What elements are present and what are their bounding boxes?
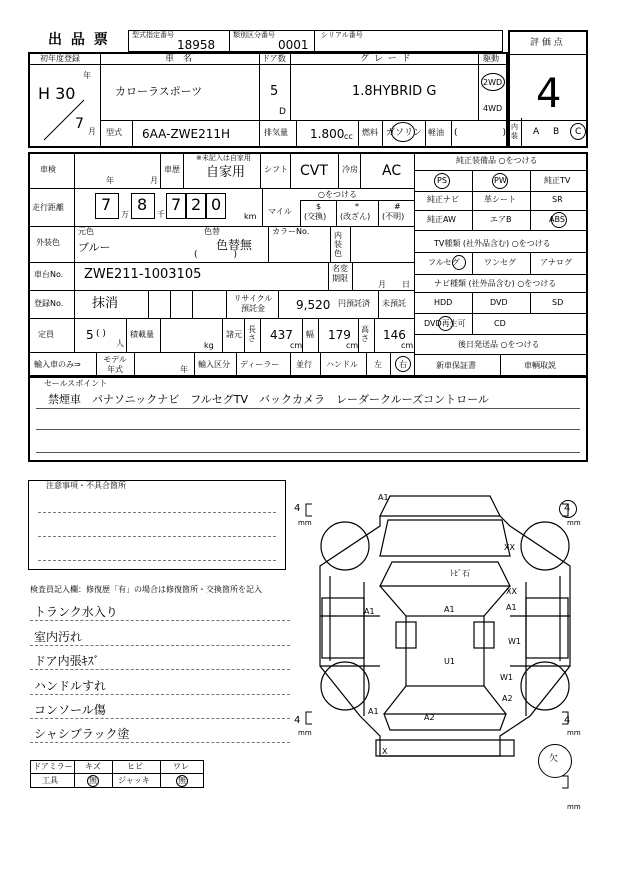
legend-jack-value: 無 xyxy=(178,776,186,785)
fuel-gasoline-circle xyxy=(391,122,415,142)
sales-point-box xyxy=(28,376,588,462)
genuine-tv: 純正TV xyxy=(544,176,571,185)
tire-fr-unit: mm xyxy=(567,519,581,527)
model-designation-label: 型式指定番号 xyxy=(132,31,174,39)
first-reg-month: 7 xyxy=(75,116,84,132)
category-value: 0001 xyxy=(278,38,309,52)
fuel-value: ガソリン xyxy=(386,128,423,138)
sales-label: セールスポイント xyxy=(44,379,108,388)
mileage-sen: 千 xyxy=(157,210,165,219)
width-value: 179 xyxy=(328,328,351,342)
tire-fl-value: 4 xyxy=(294,503,301,514)
reg-no-value: 抹消 xyxy=(92,296,119,311)
first-reg-era: H 30 xyxy=(38,84,76,103)
genuine-abs-circle xyxy=(551,212,567,228)
tampered-sym: * xyxy=(355,202,359,211)
genuine-leather: 革シート xyxy=(484,195,516,204)
capacity-paren: ( ) xyxy=(96,329,106,339)
drive-label: 駆動 xyxy=(483,54,499,63)
mileage-digit-5: 0 xyxy=(211,195,222,214)
navi-sd: SD xyxy=(552,298,564,307)
genuine-title: 純正装備品 ○をつける xyxy=(456,156,538,165)
windshield xyxy=(380,562,510,586)
genuine-navi: 純正ナビ xyxy=(427,195,459,204)
ac-value: AC xyxy=(382,163,402,179)
length-unit: cm xyxy=(290,341,303,350)
original-color-label: 元色 xyxy=(78,227,94,236)
displacement-label: 排気量 xyxy=(264,128,288,137)
tire-fl-unit: mm xyxy=(298,519,312,527)
dimensions-label: 諸元 xyxy=(226,330,242,339)
inspector-label: 検査員記入欄：修復歴「有」の場合は修復箇所・交換箇所を記入 xyxy=(30,585,262,594)
height-unit: cm xyxy=(401,341,414,350)
inspector-line-6: シャシブラック塗 xyxy=(34,727,130,741)
inspector-line-5: コンソール傷 xyxy=(34,703,106,717)
shift-label: シフト xyxy=(264,165,288,174)
mark-right-rear-w1: W1 xyxy=(500,673,513,682)
chassis-label: 車台No. xyxy=(34,270,64,279)
genuine-pw: PW xyxy=(494,176,507,185)
mark-right-door-a1: A1 xyxy=(506,603,517,612)
color-change-paren: ( ) xyxy=(194,250,238,260)
original-color-value: ブルー xyxy=(78,241,111,254)
roof xyxy=(406,616,484,686)
tv-oneseg: ワンセグ xyxy=(484,258,516,267)
genuine-sr: SR xyxy=(552,195,563,204)
mark-left-rear-a1: A1 xyxy=(368,707,379,716)
length-label: 長さ xyxy=(248,325,256,343)
model-designation-value: 18958 xyxy=(177,38,216,52)
capacity-value: 5 xyxy=(86,328,94,342)
ac-label: 冷房 xyxy=(342,165,358,174)
rear-right-tire xyxy=(521,662,569,710)
right-door-front xyxy=(526,598,568,658)
load-label: 積載量 xyxy=(130,330,154,339)
tampered-text: (改ざん) xyxy=(340,212,371,221)
capacity-unit: 人 xyxy=(116,339,124,348)
exchange-text: (交換) xyxy=(304,212,327,221)
front-left-tire xyxy=(321,522,369,570)
name-change-day: 日 xyxy=(402,280,410,289)
recycle-value: 9,520 xyxy=(296,298,331,312)
mileage-unit: km xyxy=(244,212,257,221)
mileage-digit-3: 7 xyxy=(171,195,182,214)
rear-bumper xyxy=(376,740,514,756)
genuine-pw-circle xyxy=(492,173,508,189)
handle-right-circle xyxy=(395,356,411,372)
model-year-unit: 年 xyxy=(180,365,188,374)
mile-label: マイル xyxy=(268,207,292,216)
displacement-unit: cc xyxy=(344,132,353,141)
first-reg-year-unit: 年 xyxy=(83,71,91,80)
later-manual: 車輌取説 xyxy=(524,361,556,370)
name-change-label: 名変期限 xyxy=(332,264,348,283)
tire-rr-unit: mm xyxy=(567,729,581,737)
front-bumper-shape xyxy=(378,493,500,516)
left-door-front xyxy=(322,598,364,658)
unknown-text: (不明) xyxy=(382,212,405,221)
history-label: 車歴 xyxy=(164,165,180,174)
shift-value: CVT xyxy=(300,163,328,179)
legend-kizu: キズ xyxy=(85,762,101,771)
caution-label: 注意事項・不具合箇所 xyxy=(46,481,126,490)
interior-c-circle xyxy=(570,123,586,140)
color-no-label: カラーNo. xyxy=(272,227,310,236)
model-label: 型式 xyxy=(106,128,122,137)
mileage-digit-4: 2 xyxy=(191,195,202,214)
mileage-label: 走行距離 xyxy=(32,203,64,212)
hood xyxy=(380,520,510,556)
mark-right-fender: XX xyxy=(504,543,515,552)
mileage-circle-note: ○をつける xyxy=(318,190,357,199)
unknown-sym: # xyxy=(394,202,401,211)
later-warranty: 新車保証書 xyxy=(436,361,476,370)
inspector-line-3: ドア内張ｷｽﾞ xyxy=(34,654,100,668)
body-outline xyxy=(320,516,570,756)
name-change-month: 月 xyxy=(378,280,386,289)
legend-jack: ジャッキ xyxy=(118,776,150,785)
later-title: 後日発送品 ○をつける xyxy=(458,340,540,349)
handle-right: 右 xyxy=(399,360,407,369)
recycle-not: 未預託 xyxy=(382,299,406,308)
model-designation-box xyxy=(128,30,230,52)
handle-left: 左 xyxy=(374,360,382,369)
genuine-aw: 純正AW xyxy=(427,215,456,224)
parallel-label: 並行 xyxy=(296,360,312,369)
inspection-year: 年 xyxy=(106,176,114,185)
model-year-label: モデル年式 xyxy=(103,355,127,374)
car-name-label: 車 名 xyxy=(165,54,193,64)
height-label: 高さ xyxy=(361,325,369,343)
legend-hibi: ヒビ xyxy=(127,762,143,771)
caution-box xyxy=(28,480,286,570)
inspection-label: 車検 xyxy=(40,165,56,174)
tv-fullseg: フルセグ xyxy=(428,258,460,267)
car-name-value: カローラスポーツ xyxy=(115,85,203,98)
score-value: 4 xyxy=(536,71,562,117)
drive-2wd-circle xyxy=(481,73,505,91)
tv-title: TV種類 (社外品含む) ○をつける xyxy=(434,239,551,248)
import-class-label: 輸入区分 xyxy=(198,360,230,369)
first-reg-month-unit: 月 xyxy=(88,127,96,136)
height-value: 146 xyxy=(383,328,406,342)
width-label: 幅 xyxy=(306,330,314,339)
doors-label: ドア数 xyxy=(262,54,286,63)
mark-rear-bumper-x: X xyxy=(382,747,388,756)
width-unit: cm xyxy=(346,341,359,350)
recycle-unit: 円預託済 xyxy=(338,299,370,308)
mark-left-door-a1: A1 xyxy=(364,607,375,616)
tv-fullseg-circle xyxy=(452,255,466,270)
rear-window xyxy=(384,714,506,730)
navi-dvd: DVD xyxy=(490,298,508,307)
legend-tools: 工具 xyxy=(42,776,58,785)
import-label: 輸入車のみ⇒ xyxy=(34,360,81,369)
spare-tire-mark: 欠 xyxy=(549,754,559,764)
score-label: 評 価 点 xyxy=(530,38,563,48)
length-value: 437 xyxy=(270,328,293,342)
mark-rear-a2: A2 xyxy=(424,713,435,722)
navi-dvd-play-circle xyxy=(438,316,453,331)
drive-2wd: 2WD xyxy=(483,78,503,87)
tire-rl-value: 4 xyxy=(294,715,301,726)
rear-left-tire xyxy=(321,662,369,710)
genuine-airbag: エアB xyxy=(490,215,512,224)
load-unit: kg xyxy=(204,341,214,350)
sales-text: 禁煙車 パナソニックナビ フルセグTV バックカメラ レーダークルーズコントロール xyxy=(48,393,489,406)
handle-label: ハンドル xyxy=(326,360,358,369)
navi-title: ナビ種類 (社外品含む) ○をつける xyxy=(434,279,557,288)
tv-analog: アナログ xyxy=(540,258,572,267)
chassis-value: ZWE211-1003105 xyxy=(84,267,202,282)
mark-front-bumper: A1 xyxy=(378,493,389,502)
interior-c: C xyxy=(575,127,582,137)
mark-roof-u1: U1 xyxy=(444,657,455,666)
navi-hdd: HDD xyxy=(434,298,453,307)
tire-rr-value: 4 xyxy=(564,715,571,726)
legend-ware: ワレ xyxy=(173,762,189,771)
displacement-value: 1.800 xyxy=(310,127,345,141)
interior-color-label: 内装色 xyxy=(334,231,342,258)
mark-right-w1: W1 xyxy=(508,637,521,646)
mark-windshield: ﾄﾋﾞ石 xyxy=(450,569,470,578)
doors-value: 5 xyxy=(270,84,279,99)
color-change-label: 色替 xyxy=(204,227,220,236)
genuine-ps: PS xyxy=(437,176,447,185)
tire-spare-unit: mm xyxy=(567,803,581,811)
inspector-line-1: トランク水入り xyxy=(34,605,118,619)
legend-tools-value: 無 xyxy=(89,776,97,785)
mark-right-door-xx: XX xyxy=(506,587,517,596)
page-title: 出 品 票 xyxy=(48,32,110,48)
category-label: 類別区分番号 xyxy=(233,31,275,39)
first-reg-divider xyxy=(38,98,96,142)
diesel-label: 軽油 xyxy=(428,128,444,137)
tire-fr-value: 4 xyxy=(564,503,571,514)
interior-a: A xyxy=(533,127,540,137)
fuel-label: 燃料 xyxy=(362,128,378,137)
interior-label: 内装 xyxy=(511,123,518,140)
navi-cd: CD xyxy=(494,319,506,328)
inspector-line-4: ハンドルすれ xyxy=(34,679,107,693)
history-value: 自家用 xyxy=(206,165,246,180)
model-value: 6AA-ZWE211H xyxy=(142,127,231,141)
first-reg-label: 初年度登録 xyxy=(40,54,80,63)
recycle-label: リサイクル預託金 xyxy=(233,294,273,313)
color-change-value: 色替無 xyxy=(216,238,253,252)
mark-center-a1: A1 xyxy=(444,605,455,614)
legend-door-mirror: ドアミラー xyxy=(33,762,73,771)
mileage-digit-1: 7 xyxy=(101,195,112,214)
doors-d: D xyxy=(279,107,286,117)
tire-rl-unit: mm xyxy=(298,729,312,737)
mileage-digit-2: 8 xyxy=(137,195,148,214)
genuine-ps-circle xyxy=(434,173,450,189)
grade-value: 1.8HYBRID G xyxy=(352,84,437,99)
genuine-abs: ABS xyxy=(549,215,565,224)
history-note: ※未記入は自家用 xyxy=(196,154,251,162)
inspection-month: 月 xyxy=(150,176,158,185)
interior-b: B xyxy=(553,127,560,137)
capacity-label: 定員 xyxy=(38,330,54,339)
drive-4wd: 4WD xyxy=(483,104,503,113)
exterior-color-label: 外装色 xyxy=(36,238,60,247)
navi-dvd-play: DVD再生可 xyxy=(424,319,466,328)
dealer-label: ディーラー xyxy=(240,360,280,369)
reg-no-label: 登録No. xyxy=(34,299,64,308)
inspector-line-2: 室内汚れ xyxy=(34,630,83,644)
serial-label: シリアル番号 xyxy=(321,31,363,39)
front-right-tire xyxy=(521,522,569,570)
mark-right-rear-a2: A2 xyxy=(502,694,513,703)
serial-box xyxy=(314,30,503,52)
fuel-other: ( ) xyxy=(454,128,507,138)
category-box xyxy=(229,30,315,52)
grade-label: グ レ ー ド xyxy=(360,54,412,64)
mileage-man: 万 xyxy=(121,210,129,219)
tire-fr-circle xyxy=(559,500,577,518)
exchange-sym: $ xyxy=(316,202,322,211)
